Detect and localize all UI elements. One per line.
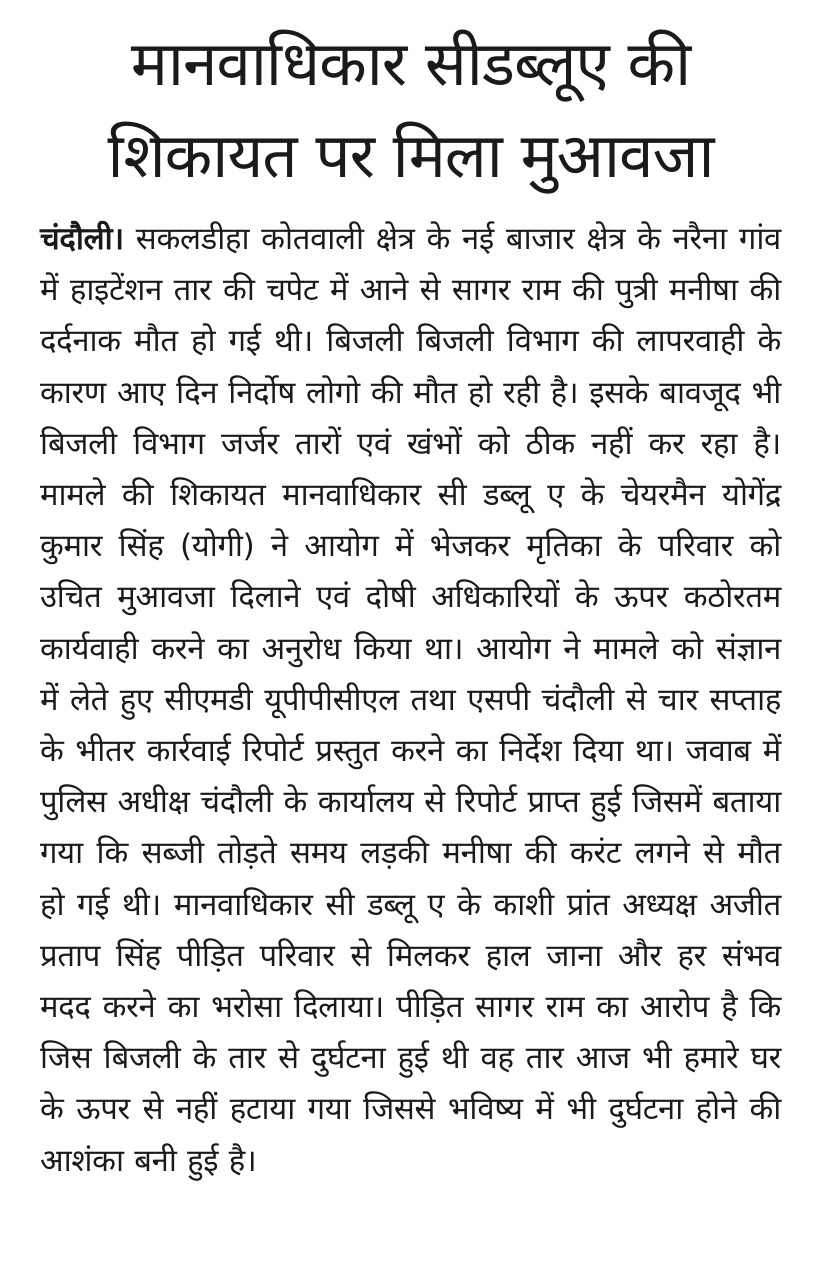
headline: [40, 18, 781, 202]
headline-line-1: मानवाधिकार सीडब्लूए की: [130, 27, 691, 100]
headline-line-2: शिकायत पर मिला मुआवजा: [107, 119, 714, 192]
dateline: चंदौली।: [40, 221, 124, 257]
article-body: [40, 214, 781, 1187]
article-body-text: सकलडीहा कोतवाली क्षेत्र के नई बाजार क्षेत्र के नरैना गांव में हाइटेंशन तार की चपेट में आने से सागर राम की पुत्री मनीषा की दर्दनाक मौत हो गई थी। बिजली बिजली विभाग की लापरवाही के कारण आए दिन निर्दोष लोगो की मौत हो रही है। इसके बावजूद भी बिजली विभाग जर्जर तारों एवं खंभों को ठीक नहीं कर रहा है। मामले की शिकायत मानवाधिकार सी डब्लू ए के चेयरमैन योगेंद्र कुमार सिंह (योगी) ने आयोग में भेजकर मृतिका के परिवार को उचित मुआवजा दिलाने एवं दोषी अधिकारियों के ऊपर कठोरतम कार्यवाही करने का अनुरोध किया था। आयोग ने मामले को संज्ञान में लेते हुए सीएमडी यूपीपीसीएल तथा एसपी चंदौली से चार सप्ताह के भीतर कार्रवाई रिपोर्ट प्रस्तुत करने का निर्देश दिया था। जवाब में पुलिस अधीक्ष चंदौली के कार्यालय से रिपोर्ट प्राप्त हुई जिसमें बताया गया कि सब्जी तोड़ते समय लड़की मनीषा की करंट लगने से मौत हो गई थी। मानवाधिकार सी डब्लू ए के काशी प्रांत अध्यक्ष अजीत प्रताप सिंह पीड़ित परिवार से मिलकर हाल जाना और हर संभव मदद करने का भरोसा दिलाया। पीड़ित सागर राम का आरोप है कि जिस बिजली के तार से दुर्घटना हुई थी वह तार आज भी हमारे घर के ऊपर से नहीं हटाया गया जिससे भविष्य में भी दुर्घटना होने की आशंका बनी हुई है।: [40, 221, 781, 1179]
